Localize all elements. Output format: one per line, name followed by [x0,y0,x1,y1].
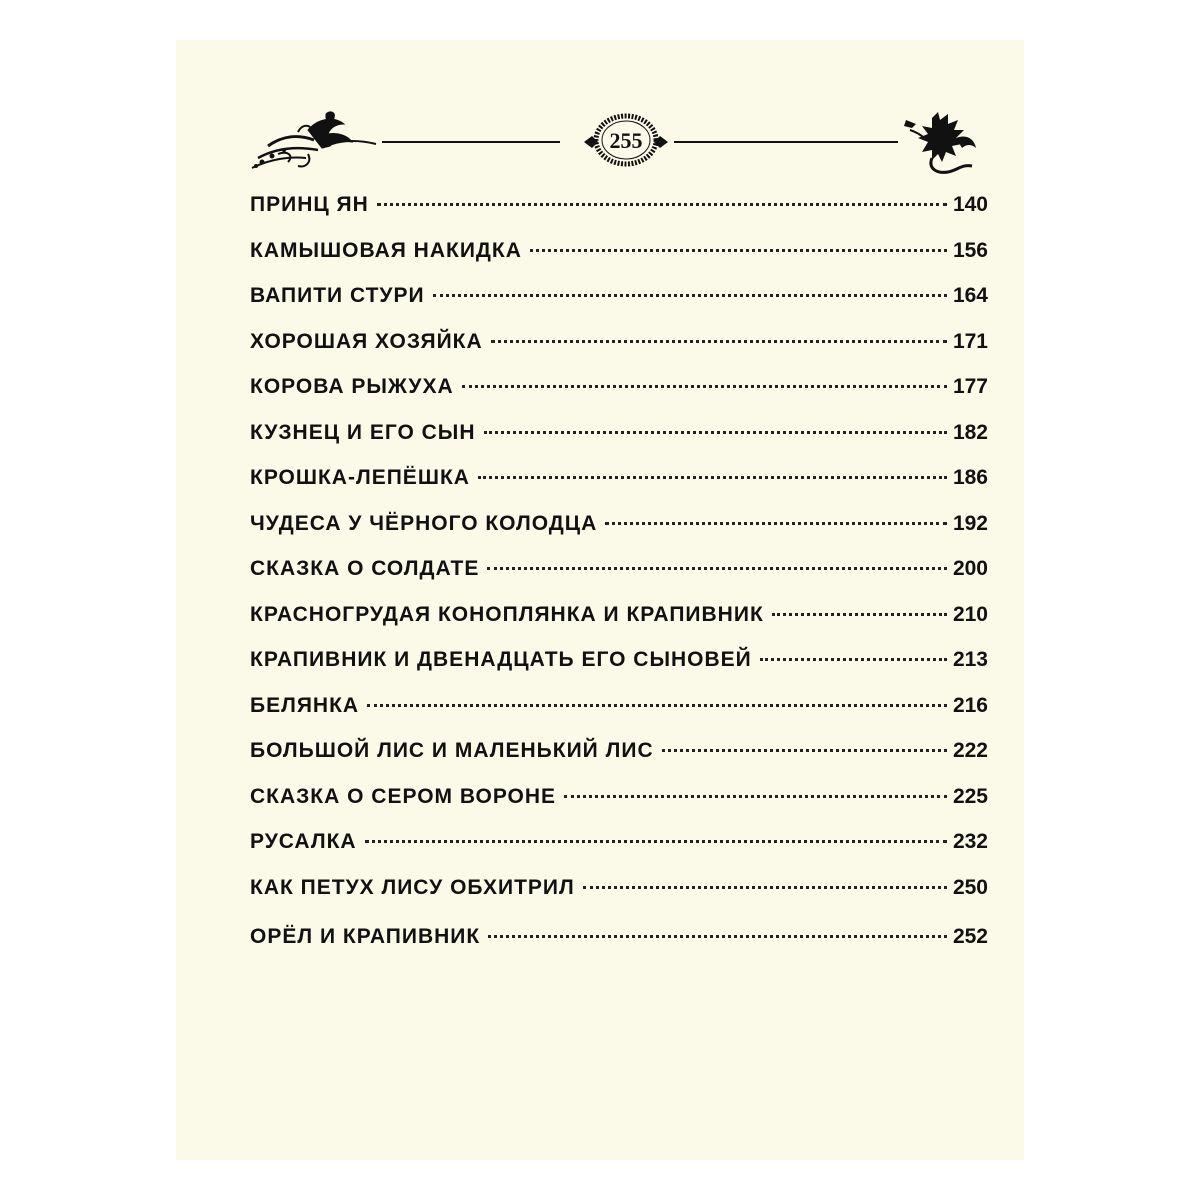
toc-entry[interactable] [250,557,988,603]
toc-entry-page: 210 [952,602,988,626]
toc-entry[interactable] [250,876,988,922]
toc-entry[interactable] [250,925,988,971]
toc-entry-title: БЕЛЯНКА [250,693,360,717]
toc-entry[interactable] [250,239,988,285]
toc-entry-title: КАК ПЕТУХ ЛИСУ ОБХИТРИЛ [250,875,575,899]
toc-entry-title: СКАЗКА О СОЛДАТЕ [250,557,480,580]
toc-entry[interactable] [250,830,988,876]
toc-entry-title: ХОРОШАЯ ХОЗЯЙКА [250,329,483,353]
toc-entry-page: 225 [952,784,988,808]
toc-entry[interactable] [250,466,988,512]
dragon-ornament-icon [902,108,980,176]
toc-entry-page: 156 [952,238,988,262]
toc-entry-title: КУЗНЕЦ И ЕГО СЫН [250,420,476,444]
toc-entry-title: КРАСНОГРУДАЯ КОНОПЛЯНКА И КРАПИВНИК [250,602,764,626]
toc-dot-leader [478,476,947,479]
toc-dot-leader [605,522,947,525]
toc-entry-page: 213 [952,648,988,671]
toc-dot-leader [772,613,947,616]
toc-entry[interactable] [250,739,988,785]
toc-entry-page: 200 [952,557,988,580]
toc-entry-title: КРОШКА-ЛЕПЁШКА [250,466,470,489]
toc-entry-page: 177 [952,375,988,398]
toc-entry-page: 182 [952,420,988,444]
toc-dot-leader [530,249,947,252]
toc-entry-title: ВАПИТИ СТУРИ [250,284,425,307]
toc-entry[interactable] [250,512,988,558]
toc-entry-page: 192 [952,511,988,535]
toc-entry[interactable] [250,284,988,330]
toc-dot-leader [564,795,947,798]
page-header [248,104,976,176]
toc-entry-page: 252 [952,925,988,948]
toc-entry-page: 216 [952,693,988,717]
toc-dot-leader [377,203,947,206]
table-of-contents [250,193,988,971]
toc-entry-title: РУСАЛКА [250,830,357,853]
toc-entry[interactable] [250,330,988,376]
header-rule-left [382,141,560,143]
toc-entry[interactable] [250,603,988,649]
toc-entry-page: 171 [952,329,988,353]
toc-entry-title: ЧУДЕСА У ЧЁРНОГО КОЛОДЦА [250,511,598,535]
toc-dot-leader [583,886,947,889]
toc-entry[interactable] [250,421,988,467]
toc-entry-title: КРАПИВНИК И ДВЕНАДЦАТЬ ЕГО СЫНОВЕЙ [250,648,752,671]
page-number: 255 [609,128,643,153]
toc-entry[interactable] [250,193,988,239]
toc-entry[interactable] [250,648,988,694]
toc-dot-leader [365,840,947,843]
toc-entry-title: КОРОВА РЫЖУХА [250,375,454,398]
toc-entry-page: 250 [952,875,988,899]
toc-entry[interactable] [250,785,988,831]
toc-dot-leader [760,658,947,661]
toc-dot-leader [487,567,947,570]
toc-entry-page: 232 [952,830,988,853]
toc-entry-title: СКАЗКА О СЕРОМ ВОРОНЕ [250,784,557,808]
toc-dot-leader [484,431,947,434]
toc-dot-leader [662,749,947,752]
toc-dot-leader [462,385,947,388]
toc-entry-title: БОЛЬШОЙ ЛИС И МАЛЕНЬКИЙ ЛИС [250,739,654,762]
toc-entry[interactable] [250,694,988,740]
toc-entry-title: КАМЫШОВАЯ НАКИДКА [250,238,522,262]
toc-dot-leader [433,294,947,297]
header-rule-right [674,141,898,143]
toc-dot-leader [488,935,947,938]
bird-ornament-icon [248,110,378,172]
toc-entry-title: ОРЁЛ И КРАПИВНИК [250,925,481,948]
toc-entry-page: 186 [952,466,988,489]
toc-entry-title: ПРИНЦ ЯН [250,193,369,216]
toc-entry[interactable] [250,375,988,421]
toc-dot-leader [367,704,947,707]
toc-entry-page: 222 [952,739,988,762]
toc-dot-leader [491,340,947,343]
toc-entry-page: 164 [952,284,988,307]
toc-entry-page: 140 [952,193,988,216]
